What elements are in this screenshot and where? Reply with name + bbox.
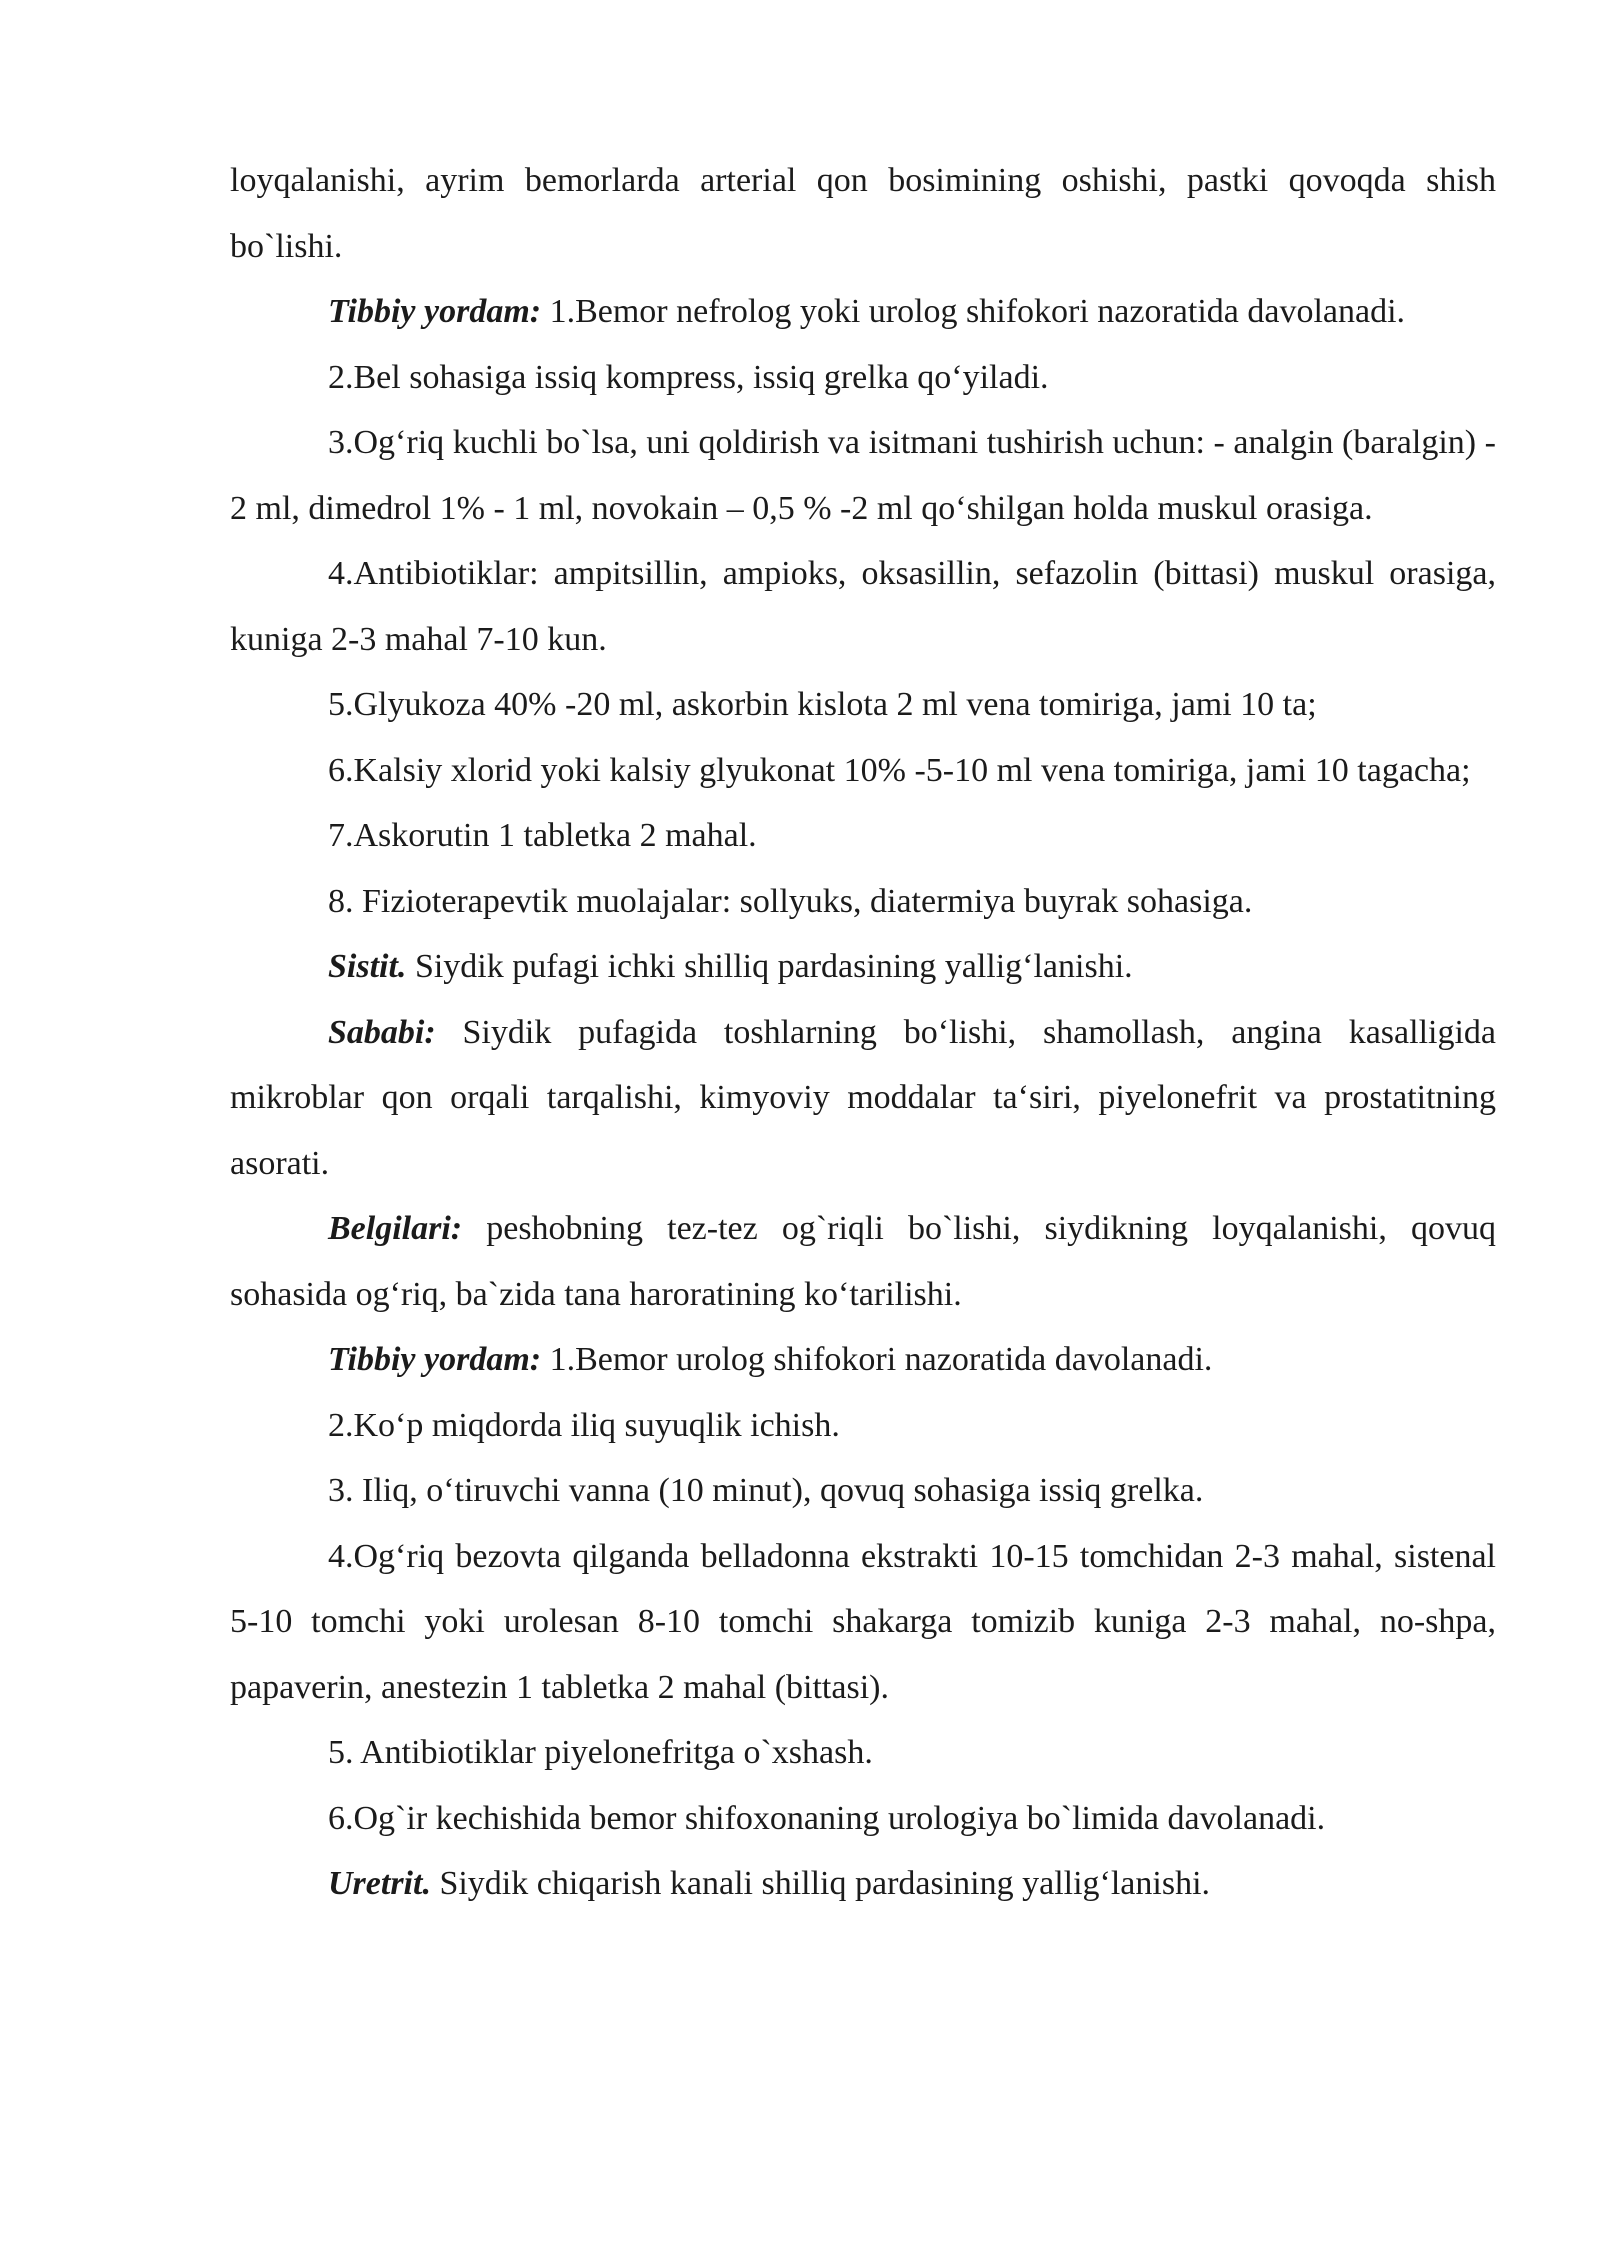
- paragraph: [230, 1327, 1496, 1393]
- paragraph-text: 5.Glyukoza 40% -20 ml, askorbin kislota 2 ml vena tomiriga, jami 10 ta;: [328, 686, 1317, 723]
- paragraph-text: 5. Antibiotiklar piyelonefritga o`xshash.: [328, 1734, 873, 1771]
- document-page: [230, 148, 1496, 1917]
- paragraph-text: loyqalanishi, ayrim bemorlarda arterial qon bosimining oshishi, pastki qovoqda shish bo`lishi.: [230, 162, 1496, 265]
- paragraph: [230, 934, 1496, 1000]
- paragraph-text: 7.Askorutin 1 tabletka 2 mahal.: [328, 817, 757, 854]
- paragraph: [230, 869, 1496, 935]
- paragraph-lead: Tibbiy yordam:: [328, 1341, 542, 1378]
- paragraph: [230, 738, 1496, 804]
- paragraph-text: Siydik pufagida toshlarning bo‘lishi, shamollash, angina kasalligida mikroblar qon orqali tarqalishi, kimyoviy moddalar ta‘siri, piyelonefrit va prostatitning asorati.: [230, 1013, 1496, 1182]
- paragraph-lead: Sistit.: [328, 948, 407, 985]
- paragraph: [230, 1393, 1496, 1459]
- paragraph: [230, 1524, 1496, 1721]
- paragraph: [230, 279, 1496, 345]
- paragraph-text: 6.Kalsiy xlorid yoki kalsiy glyukonat 10% -5-10 ml vena tomiriga, jami 10 tagacha;: [328, 751, 1471, 789]
- paragraph-text: 6.Og`ir kechishida bemor shifoxonaning urologiya bo`limida davolanadi.: [328, 1799, 1326, 1837]
- paragraph-text: 1.Bemor urolog shifokori nazoratida davolanadi.: [541, 1341, 1213, 1378]
- paragraph-lead: Belgilari:: [328, 1210, 463, 1247]
- paragraph-text: 8. Fizioterapevtik muolajalar: sollyuks, diatermiya buyrak sohasiga.: [328, 882, 1253, 920]
- paragraph-lead: Tibbiy yordam:: [328, 293, 542, 330]
- paragraph: [230, 672, 1496, 738]
- paragraph: [230, 541, 1496, 672]
- paragraph: [230, 410, 1496, 541]
- paragraph: [230, 1000, 1496, 1197]
- paragraph: [230, 148, 1496, 279]
- paragraph-text: 3.Og‘riq kuchli bo`lsa, uni qoldirish va isitmani tushirish uchun: - analgin (baralgin) - 2 ml, dimedrol 1% - 1 ml, novokain – 0,5 % -2 ml qo‘shilgan holda muskul orasiga.: [230, 424, 1496, 527]
- paragraph: [230, 1196, 1496, 1327]
- paragraph: [230, 1851, 1496, 1917]
- paragraph: [230, 803, 1496, 869]
- paragraph-text: 1.Bemor nefrolog yoki urolog shifokori nazoratida davolanadi.: [541, 293, 1406, 330]
- paragraph-text: Siydik chiqarish kanali shilliq pardasining yallig‘lanishi.: [430, 1865, 1211, 1902]
- paragraph-text: 4.Og‘riq bezovta qilganda belladonna ekstrakti 10-15 tomchidan 2-3 mahal, sistenal 5-10 tomchi yoki urolesan 8-10 tomchi shakarga tomizib kuniga 2-3 mahal, no-shpa, papaverin, anestezin 1 tabletka 2 mahal (bittasi).: [230, 1537, 1496, 1706]
- paragraph-lead: Sababi:: [328, 1013, 436, 1051]
- paragraph-text: 4.Antibiotiklar: ampitsillin, ampioks, oksasillin, sefazolin (bittasi) muskul orasiga, kuniga 2-3 mahal 7-10 kun.: [230, 555, 1496, 658]
- paragraph-text: 3. Iliq, o‘tiruvchi vanna (10 minut), qovuq sohasiga issiq grelka.: [328, 1472, 1204, 1509]
- paragraph-text: peshobning tez-tez og`riqli bo`lishi, siydikning loyqalanishi, qovuq sohasida og‘riq, ba`zida tana haroratining ko‘tarilishi.: [230, 1210, 1496, 1313]
- paragraph-text: 2.Bel sohasiga issiq kompress, issiq grelka qo‘yiladi.: [328, 358, 1049, 396]
- paragraph: [230, 345, 1496, 411]
- paragraph: [230, 1720, 1496, 1786]
- paragraph-lead: Uretrit.: [328, 1865, 431, 1902]
- paragraph: [230, 1786, 1496, 1852]
- paragraph-text: Siydik pufagi ichki shilliq pardasining yallig‘lanishi.: [406, 948, 1133, 985]
- paragraph-text: 2.Ko‘p miqdorda iliq suyuqlik ichish.: [328, 1406, 840, 1444]
- paragraph: [230, 1458, 1496, 1524]
